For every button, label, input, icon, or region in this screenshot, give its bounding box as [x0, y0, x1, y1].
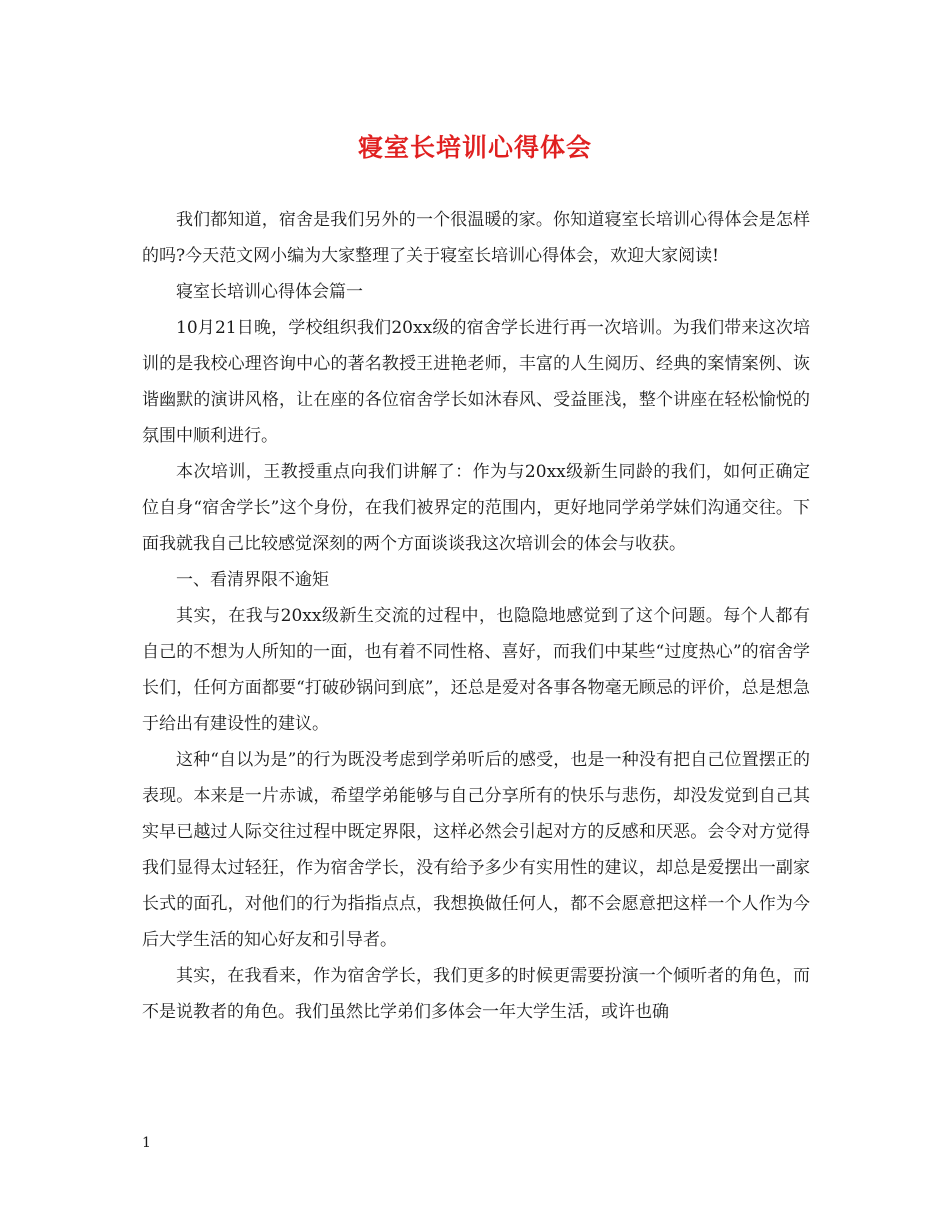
subsection-heading: 一、看清界限不逾矩 [176, 570, 329, 590]
paragraph: 10月21日晚，学校组织我们20xx级的宿舍学长进行再一次培训。为我们带来这次培训的是我校心理咨询中心的著名教授王进艳老师，丰富的人生阅历、经典的案情案例、诙谐幽默的演讲风格，让在座的各位宿舍学长如沐春风、受益匪浅，整个讲座在轻松愉悦的氛围中顺利进行。 [142, 318, 810, 446]
document-body [142, 202, 810, 1030]
paragraph: 其实，在我与20xx级新生交流的过程中，也隐隐地感觉到了这个问题。每个人都有自己的不想为人所知的一面，也有着不同性格、喜好，而我们中某些“过度热心”的宿舍学长们，任何方面都要“打破砂锅问到底”，还总是爱对各事各物毫无顾忌的评价，总是想急于给出有建设性的建议。 [142, 606, 810, 734]
paragraph: 其实，在我看来，作为宿舍学长，我们更多的时候更需要扮演一个倾听者的角色，而不是说教者的角色。我们虽然比学弟们多体会一年大学生活，或许也确 [142, 966, 810, 1022]
paragraph: 这种“自以为是”的行为既没考虑到学弟听后的感受，也是一种没有把自己位置摆正的表现。本来是一片赤诚，希望学弟能够与自己分享所有的快乐与悲伤，却没发觉到自己其实早已越过人际交往过程中既定界限，这样必然会引起对方的反感和厌恶。会令对方觉得我们显得太过轻狂，作为宿舍学长，没有给予多少有实用性的建议，却总是爱摆出一副家长式的面孔，对他们的行为指指点点，我想换做任何人，都不会愿意把这样一个人作为今后大学生活的知心好友和引导者。 [142, 750, 810, 950]
paragraph-intro: 我们都知道，宿舍是我们另外的一个很温暖的家。你知道寝室长培训心得体会是怎样的吗?今天范文网小编为大家整理了关于寝室长培训心得体会，欢迎大家阅读! [142, 210, 810, 266]
paragraph: 本次培训，王教授重点向我们讲解了：作为与20xx级新生同龄的我们，如何正确定位自身“宿舍学长”这个身份，在我们被界定的范围内，更好地同学弟学妹们沟通交往。下面我就我自己比较感觉深刻的两个方面谈谈我这次培训会的体会与收获。 [142, 462, 810, 554]
page-number: 1 [142, 1135, 151, 1151]
document-title: 寝室长培训心得体会 [357, 133, 592, 162]
section-heading: 寝室长培训心得体会篇一 [176, 282, 363, 302]
